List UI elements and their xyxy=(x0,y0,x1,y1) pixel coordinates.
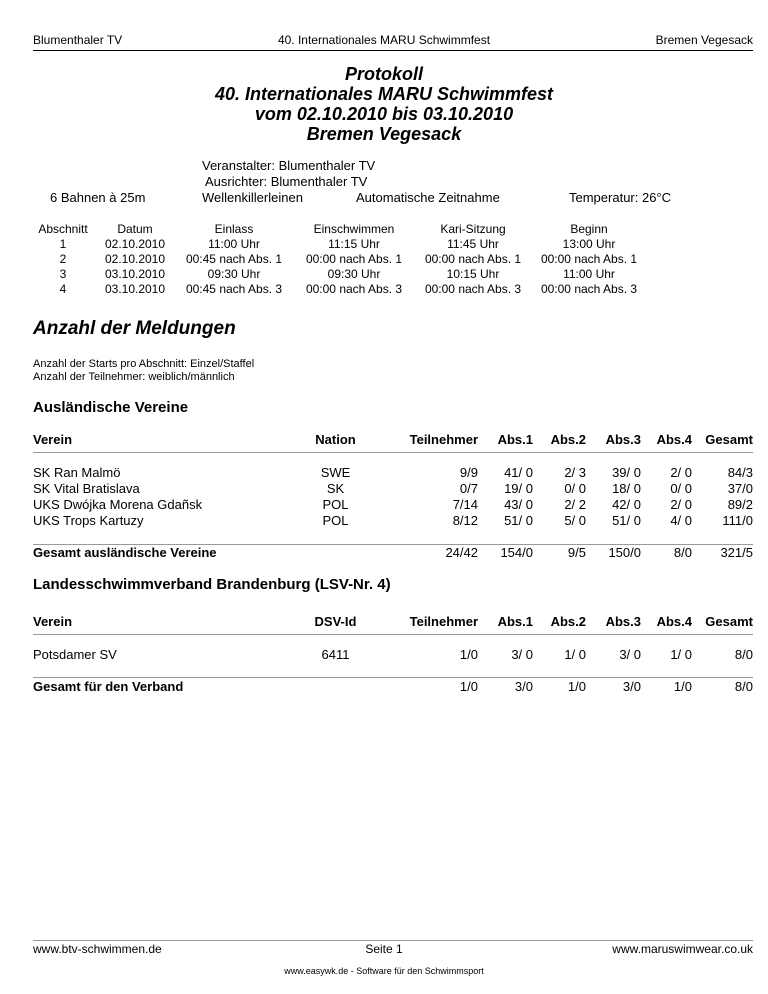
footer-left-link[interactable]: www.btv-schwimmen.de xyxy=(33,942,162,956)
cell-abs2: 2/ 2 xyxy=(564,497,586,512)
schedule-col-einschwimmen xyxy=(294,222,414,297)
cell-abs2: 5/ 0 xyxy=(564,513,586,528)
cell-abs1: 41/ 0 xyxy=(504,465,533,480)
cell-abs4: 0/ 0 xyxy=(670,481,692,496)
schedule-cell: 1 xyxy=(59,237,67,251)
schedule-cell: 00:00 nach Abs. 1 xyxy=(540,252,638,266)
schedule-col-kari-sitzung xyxy=(413,222,533,297)
cell-gesamt: 84/3 xyxy=(727,465,753,480)
title-line-1: Protokoll xyxy=(344,64,423,84)
table-row xyxy=(33,647,753,663)
cell-verein: SK Vital Bratislava xyxy=(33,481,140,496)
footer-rule xyxy=(33,940,753,941)
total-abs2: 9/5 xyxy=(567,545,586,560)
cell-teilnehmer: 7/14 xyxy=(452,497,478,512)
header-right: Bremen Vegesack xyxy=(655,33,753,47)
host: Ausrichter: Blumenthaler TV xyxy=(205,174,368,189)
cell-gesamt: 89/2 xyxy=(727,497,753,512)
foreign-table xyxy=(33,465,753,529)
brandenburg-total-rule xyxy=(33,677,753,678)
total-abs4: 1/0 xyxy=(673,679,692,694)
meldungen-heading: Anzahl der Meldungen xyxy=(33,318,236,339)
schedule-cell: 09:30 Uhr xyxy=(327,267,381,281)
timing: Automatische Zeitnahme xyxy=(356,190,500,205)
schedule-cell: 00:00 nach Abs. 3 xyxy=(424,282,522,296)
header-center: 40. Internationales MARU Schwimmfest xyxy=(277,33,491,47)
schedule-cell: 00:00 nach Abs. 3 xyxy=(305,282,403,296)
schedule-header: Datum xyxy=(117,222,153,236)
cell-teilnehmer: 9/9 xyxy=(459,465,478,480)
page-number: Seite 1 xyxy=(365,942,403,956)
table-row xyxy=(33,513,753,529)
col-gesamt: Gesamt xyxy=(705,432,753,447)
total-label: Gesamt für den Verband xyxy=(33,679,184,694)
total-abs4: 8/0 xyxy=(673,545,692,560)
schedule-col-beginn xyxy=(529,222,649,297)
schedule-cell: 00:45 nach Abs. 3 xyxy=(185,282,283,296)
cell-abs3: 51/ 0 xyxy=(612,513,641,528)
table-row xyxy=(33,481,753,497)
schedule-cell: 00:00 nach Abs. 3 xyxy=(540,282,638,296)
cell-abs2: 0/ 0 xyxy=(564,481,586,496)
organizer: Veranstalter: Blumenthaler TV xyxy=(202,158,376,173)
col-abs2: Abs.2 xyxy=(550,614,586,629)
title-line-2: 40. Internationales MARU Schwimmfest xyxy=(214,84,554,104)
cell-abs3: 3/ 0 xyxy=(619,647,641,662)
cell-nation: SWE xyxy=(320,465,351,480)
meldungen-note-2: Anzahl der Teilnehmer: weiblich/männlich xyxy=(33,371,235,383)
total-abs3: 150/0 xyxy=(608,545,641,560)
total-gesamt: 321/5 xyxy=(720,545,753,560)
cell-dsv-id: 6411 xyxy=(321,647,350,662)
cell-abs1: 3/ 0 xyxy=(511,647,533,662)
schedule-header: Beginn xyxy=(570,222,608,236)
total-abs1: 154/0 xyxy=(500,545,533,560)
cell-abs4: 4/ 0 xyxy=(670,513,692,528)
cell-gesamt: 111/0 xyxy=(722,513,753,528)
col-teilnehmer: Teilnehmer xyxy=(409,614,478,629)
cell-verein: UKS Trops Kartuzy xyxy=(33,513,144,528)
total-abs2: 1/0 xyxy=(567,679,586,694)
software-credit: www.easywk.de - Software für den Schwimmsport xyxy=(284,966,484,976)
schedule-col-einlass xyxy=(177,222,291,297)
col-abs4: Abs.4 xyxy=(656,614,692,629)
schedule-cell: 02.10.2010 xyxy=(104,237,166,251)
schedule-header: Einlass xyxy=(214,222,254,236)
total-gesamt: 8/0 xyxy=(734,679,753,694)
title-line-3: vom 02.10.2010 bis 03.10.2010 xyxy=(254,104,514,124)
col-verein: Verein xyxy=(33,614,73,629)
schedule-cell: 02.10.2010 xyxy=(104,252,166,266)
schedule-header: Kari-Sitzung xyxy=(440,222,506,236)
temperature: Temperatur: 26°C xyxy=(569,190,672,205)
col-abs2: Abs.2 xyxy=(550,432,586,447)
schedule-cell: 4 xyxy=(59,282,67,296)
cell-nation: SK xyxy=(326,481,345,496)
table-row xyxy=(33,465,753,481)
schedule-cell: 11:45 Uhr xyxy=(447,237,499,251)
cell-nation: POL xyxy=(322,513,349,528)
total-label: Gesamt ausländische Vereine xyxy=(33,545,217,560)
cell-gesamt: 8/0 xyxy=(734,647,753,662)
cell-verein: Potsdamer SV xyxy=(33,647,117,662)
schedule-header: Abschnitt xyxy=(38,222,88,236)
total-nation xyxy=(298,545,373,561)
schedule-cell: 09:30 Uhr xyxy=(207,267,261,281)
cell-nation: POL xyxy=(322,497,349,512)
brandenburg-header-rule xyxy=(33,634,753,635)
header-left: Blumenthaler TV xyxy=(33,33,123,47)
title-line-4: Bremen Vegesack xyxy=(306,124,462,144)
total-teilnehmer: 24/42 xyxy=(445,545,478,560)
foreign-heading: Ausländische Vereine xyxy=(33,399,189,416)
cell-teilnehmer: 8/12 xyxy=(452,513,478,528)
cell-abs1: 19/ 0 xyxy=(504,481,533,496)
schedule-cell: 00:00 nach Abs. 1 xyxy=(305,252,403,266)
schedule-col-abschnitt xyxy=(33,222,93,297)
schedule-cell: 00:00 nach Abs. 1 xyxy=(424,252,522,266)
col-gesamt: Gesamt xyxy=(705,614,753,629)
cell-teilnehmer: 1/0 xyxy=(459,647,478,662)
lane-type: Wellenkillerleinen xyxy=(202,190,303,205)
cell-teilnehmer: 0/7 xyxy=(459,481,478,496)
schedule-cell: 11:15 Uhr xyxy=(328,237,380,251)
cell-abs3: 18/ 0 xyxy=(612,481,641,496)
total-dsv-id xyxy=(298,679,373,695)
schedule-cell: 10:15 Uhr xyxy=(446,267,500,281)
total-abs3: 3/0 xyxy=(622,679,641,694)
cell-abs4: 1/ 0 xyxy=(670,647,692,662)
schedule-cell: 11:00 Uhr xyxy=(208,237,260,251)
schedule-cell: 00:45 nach Abs. 1 xyxy=(185,252,283,266)
table-row xyxy=(33,497,753,513)
cell-abs2: 2/ 3 xyxy=(564,465,586,480)
cell-verein: UKS Dwójka Morena Gdañsk xyxy=(33,497,203,512)
col-abs4: Abs.4 xyxy=(656,432,692,447)
total-abs1: 3/0 xyxy=(514,679,533,694)
col-verein: Verein xyxy=(33,432,73,447)
col-teilnehmer: Teilnehmer xyxy=(409,432,478,447)
header-rule xyxy=(33,50,753,51)
col-dsv-id: DSV-Id xyxy=(314,614,357,629)
schedule-cell: 03.10.2010 xyxy=(104,282,166,296)
footer-right-link[interactable]: www.maruswimwear.co.uk xyxy=(612,942,753,956)
cell-abs1: 43/ 0 xyxy=(504,497,533,512)
cell-abs2: 1/ 0 xyxy=(564,647,586,662)
col-nation: Nation xyxy=(315,432,356,447)
brandenburg-heading: Landesschwimmverband Brandenburg (LSV-Nr. 4) xyxy=(33,576,391,593)
schedule-cell: 2 xyxy=(59,252,67,266)
schedule-col-datum xyxy=(100,222,170,297)
cell-abs1: 51/ 0 xyxy=(504,513,533,528)
brandenburg-table xyxy=(33,647,753,663)
cell-abs4: 2/ 0 xyxy=(670,465,692,480)
schedule-cell: 13:00 Uhr xyxy=(562,237,616,251)
schedule-cell: 11:00 Uhr xyxy=(563,267,615,281)
cell-abs3: 39/ 0 xyxy=(612,465,641,480)
total-teilnehmer: 1/0 xyxy=(459,679,478,694)
cell-abs3: 42/ 0 xyxy=(612,497,641,512)
cell-abs4: 2/ 0 xyxy=(670,497,692,512)
lanes: 6 Bahnen à 25m xyxy=(50,190,146,205)
col-abs3: Abs.3 xyxy=(605,432,641,447)
foreign-header-row xyxy=(33,432,753,448)
schedule-header: Einschwimmen xyxy=(313,222,395,236)
meldungen-note-1: Anzahl der Starts pro Abschnitt: Einzel/Staffel xyxy=(33,358,255,370)
brandenburg-total-row xyxy=(33,679,753,695)
schedule-cell: 3 xyxy=(59,267,67,281)
col-abs3: Abs.3 xyxy=(605,614,641,629)
brandenburg-header-row xyxy=(33,614,753,630)
cell-gesamt: 37/0 xyxy=(727,481,753,496)
foreign-header-rule xyxy=(33,452,753,453)
col-abs1: Abs.1 xyxy=(497,432,533,447)
foreign-total-row xyxy=(33,545,753,561)
schedule-cell: 03.10.2010 xyxy=(104,267,166,281)
col-abs1: Abs.1 xyxy=(497,614,533,629)
cell-verein: SK Ran Malmö xyxy=(33,465,121,480)
